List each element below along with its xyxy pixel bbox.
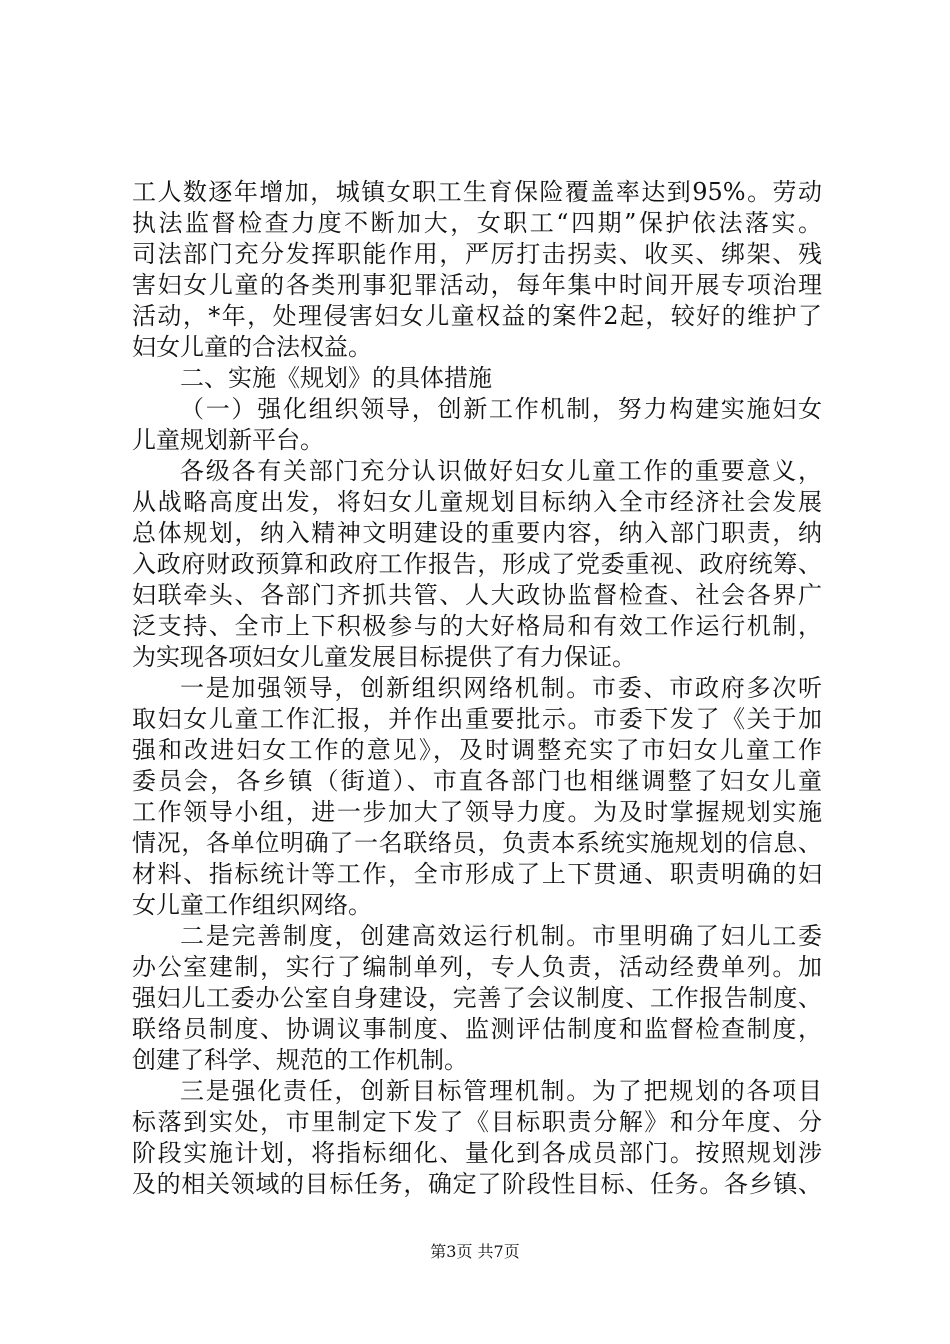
text-line: 妇联牵头、各部门齐抓共管、人大政协监督检查、社会各界广	[132, 581, 822, 609]
document-body	[132, 177, 822, 1200]
text-line: 强和改进妇女工作的意见》，及时调整充实了市妇女儿童工作	[132, 736, 822, 764]
text-line: 总体规划，纳入精神文明建设的重要内容，纳入部门职责，纳	[132, 519, 822, 547]
text-line: 泛支持、全市上下积极参与的大好格局和有效工作运行机制，	[132, 612, 822, 640]
text-line: 标落到实处，市里制定下发了《目标职责分解》和分年度、分	[132, 1108, 822, 1136]
text-line: 二、实施《规划》的具体措施	[180, 364, 492, 392]
text-line: 入政府财政预算和政府工作报告，形成了党委重视、政府统筹、	[132, 550, 822, 578]
text-line: 活动，*年，处理侵害妇女儿童权益的案件2起，较好的维护了	[132, 302, 822, 330]
text-line: 儿童规划新平台。	[132, 426, 324, 454]
text-line: 三是强化责任，创新目标管理机制。为了把规划的各项目	[180, 1077, 822, 1105]
text-line: 强妇儿工委办公室自身建设，完善了会议制度、工作报告制度、	[132, 984, 822, 1012]
text-line: （一）强化组织领导，创新工作机制，努力构建实施妇女	[180, 395, 822, 423]
text-line: 工作领导小组，进一步加大了领导力度。为及时掌握规划实施	[132, 798, 822, 826]
page-footer: 第3页 共7页	[430, 1242, 520, 1261]
text-line: 女儿童工作组织网络。	[132, 891, 372, 919]
text-line: 委员会，各乡镇（街道）、市直各部门也相继调整了妇女儿童	[132, 767, 822, 795]
text-line: 为实现各项妇女儿童发展目标提供了有力保证。	[132, 643, 636, 671]
text-line: 联络员制度、协调议事制度、监测评估制度和监督检查制度，	[132, 1015, 822, 1043]
text-line: 及的相关领域的目标任务，确定了阶段性目标、任务。各乡镇、	[132, 1170, 822, 1198]
text-line: 办公室建制，实行了编制单列，专人负责，活动经费单列。加	[132, 953, 822, 981]
text-line: 二是完善制度，创建高效运行机制。市里明确了妇儿工委	[180, 922, 822, 950]
text-line: 从战略高度出发，将妇女儿童规划目标纳入全市经济社会发展	[132, 488, 822, 516]
text-line: 工人数逐年增加，城镇女职工生育保险覆盖率达到95%。劳动	[132, 178, 822, 206]
text-line: 一是加强领导，创新组织网络机制。市委、市政府多次听	[180, 674, 822, 702]
text-line: 司法部门充分发挥职能作用，严厉打击拐卖、收买、绑架、残	[132, 240, 822, 268]
text-line: 害妇女儿童的各类刑事犯罪活动，每年集中时间开展专项治理	[132, 271, 822, 299]
text-line: 阶段实施计划，将指标细化、量化到各成员部门。按照规划涉	[132, 1139, 822, 1167]
text-line: 材料、指标统计等工作，全市形成了上下贯通、职责明确的妇	[132, 860, 822, 888]
text-line: 妇女儿童的合法权益。	[132, 333, 372, 361]
text-line: 执法监督检查力度不断加大，女职工“四期”保护依法落实。	[132, 209, 822, 237]
text-line: 取妇女儿童工作汇报，并作出重要批示。市委下发了《关于加	[132, 705, 822, 733]
text-line: 创建了科学、规范的工作机制。	[132, 1046, 468, 1074]
text-line: 情况，各单位明确了一名联络员，负责本系统实施规划的信息、	[132, 829, 822, 857]
text-line: 各级各有关部门充分认识做好妇女儿童工作的重要意义，	[180, 457, 822, 485]
